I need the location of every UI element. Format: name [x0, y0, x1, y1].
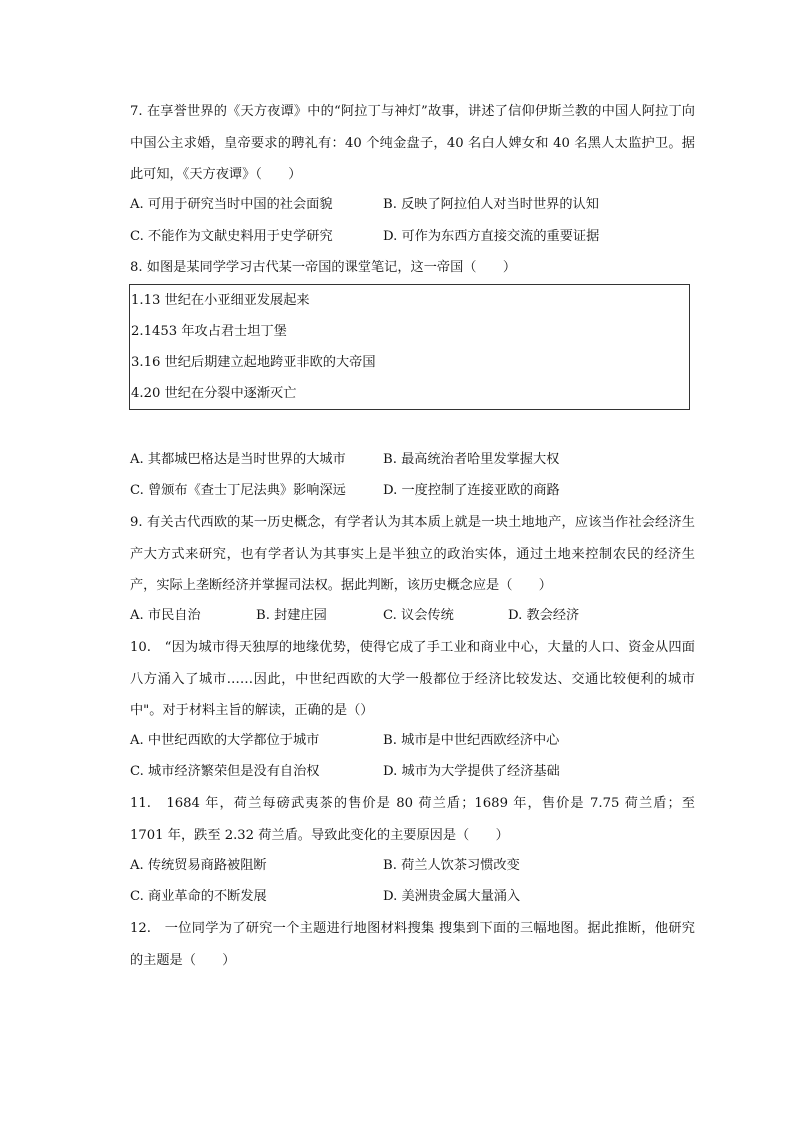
class-notes-box	[129, 284, 690, 410]
question-12-stem: 12. 一位同学为了研究一个主题进行地图材料搜集 搜集到下面的三幅地图。据此推断，他研究的主题是（ ）	[130, 921, 695, 968]
note-line-2: 2.1453 年攻占君士坦丁堡	[131, 324, 287, 339]
question-10-option-c[interactable]: C. 城市经济繁荣但是没有自治权	[130, 764, 320, 779]
question-9-option-c[interactable]: C. 议会传统	[383, 608, 454, 623]
note-line-1: 1.13 世纪在小亚细亚发展起来	[131, 293, 310, 308]
question-10-stem: 10. “因为城市得天独厚的地缘优势，使得它成了手工业和商业中心，大量的人口、资金从四面八方涌入了城市……因此，中世纪西欧的大学一般都位于经济比较发达、交通比较便利的城市中"。对于材料主旨的解读，正确的是（）	[130, 640, 695, 718]
question-8-option-a[interactable]: A. 其都城巴格达是当时世界的大城市	[130, 452, 346, 467]
question-11-option-b[interactable]: B. 荷兰人饮茶习惯改变	[383, 858, 520, 873]
question-8-option-c[interactable]: C. 曾颁布《查士丁尼法典》影响深远	[130, 483, 346, 498]
question-11-option-c[interactable]: C. 商业革命的不断发展	[130, 889, 267, 904]
question-9-option-a[interactable]: A. 市民自治	[130, 608, 201, 623]
question-7-option-a[interactable]: A. 可用于研究当时中国的社会面貌	[130, 197, 333, 212]
question-7-option-c[interactable]: C. 不能作为文献史料用于史学研究	[130, 229, 333, 244]
question-7-option-b[interactable]: B. 反映了阿拉伯人对当时世界的认知	[383, 197, 599, 212]
question-11-option-d[interactable]: D. 美洲贵金属大量涌入	[383, 889, 521, 904]
question-7-option-d[interactable]: D. 可作为东西方直接交流的重要证据	[383, 229, 600, 244]
question-9-option-b[interactable]: B. 封建庄园	[256, 608, 327, 623]
question-10-option-d[interactable]: D. 城市为大学提供了经济基础	[383, 764, 560, 779]
question-10-option-a[interactable]: A. 中世纪西欧的大学都位于城市	[130, 733, 320, 748]
question-9-option-d[interactable]: D. 教会经济	[508, 608, 580, 623]
question-8-option-d[interactable]: D. 一度控制了连接亚欧的商路	[383, 483, 560, 498]
question-11-option-a[interactable]: A. 传统贸易商路被阻断	[130, 858, 267, 873]
question-7-stem: 7. 在享誉世界的《天方夜谭》中的“阿拉丁与神灯”故事，讲述了信仰伊斯兰教的中国人阿拉丁向中国公主求婚，皇帝要求的聘礼有：40 个纯金盘子，40 名白人婢女和 40 名黑人太监护卫。据此可知，《天方夜谭》（ ）	[130, 104, 695, 182]
question-8-option-b[interactable]: B. 最高统治者哈里发掌握大权	[383, 452, 560, 467]
note-line-4: 4.20 世纪在分裂中逐渐灭亡	[131, 386, 297, 401]
note-line-3: 3.16 世纪后期建立起地跨亚非欧的大帝国	[131, 355, 376, 370]
question-11-stem: 11. 1684 年，荷兰每磅武夷茶的售价是 80 荷兰盾；1689 年，售价是 7.75 荷兰盾；至 1701 年，跌至 2.32 荷兰盾。导致此变化的主要原因是（ ）	[130, 796, 695, 843]
question-8-stem: 8. 如图是某同学学习古代某一帝国的课堂笔记，这一帝国（ ）	[130, 260, 517, 275]
question-10-option-b[interactable]: B. 城市是中世纪西欧经济中心	[383, 733, 560, 748]
question-9-stem: 9. 有关古代西欧的某一历史概念，有学者认为其本质上就是一块土地地产，应该当作社会经济生产大方式来研究，也有学者认为其事实上是半独立的政治实体，通过土地来控制农民的经济生产，实际上垄断经济并掌握司法权。据此判断，该历史概念应是（ ）	[130, 515, 695, 593]
